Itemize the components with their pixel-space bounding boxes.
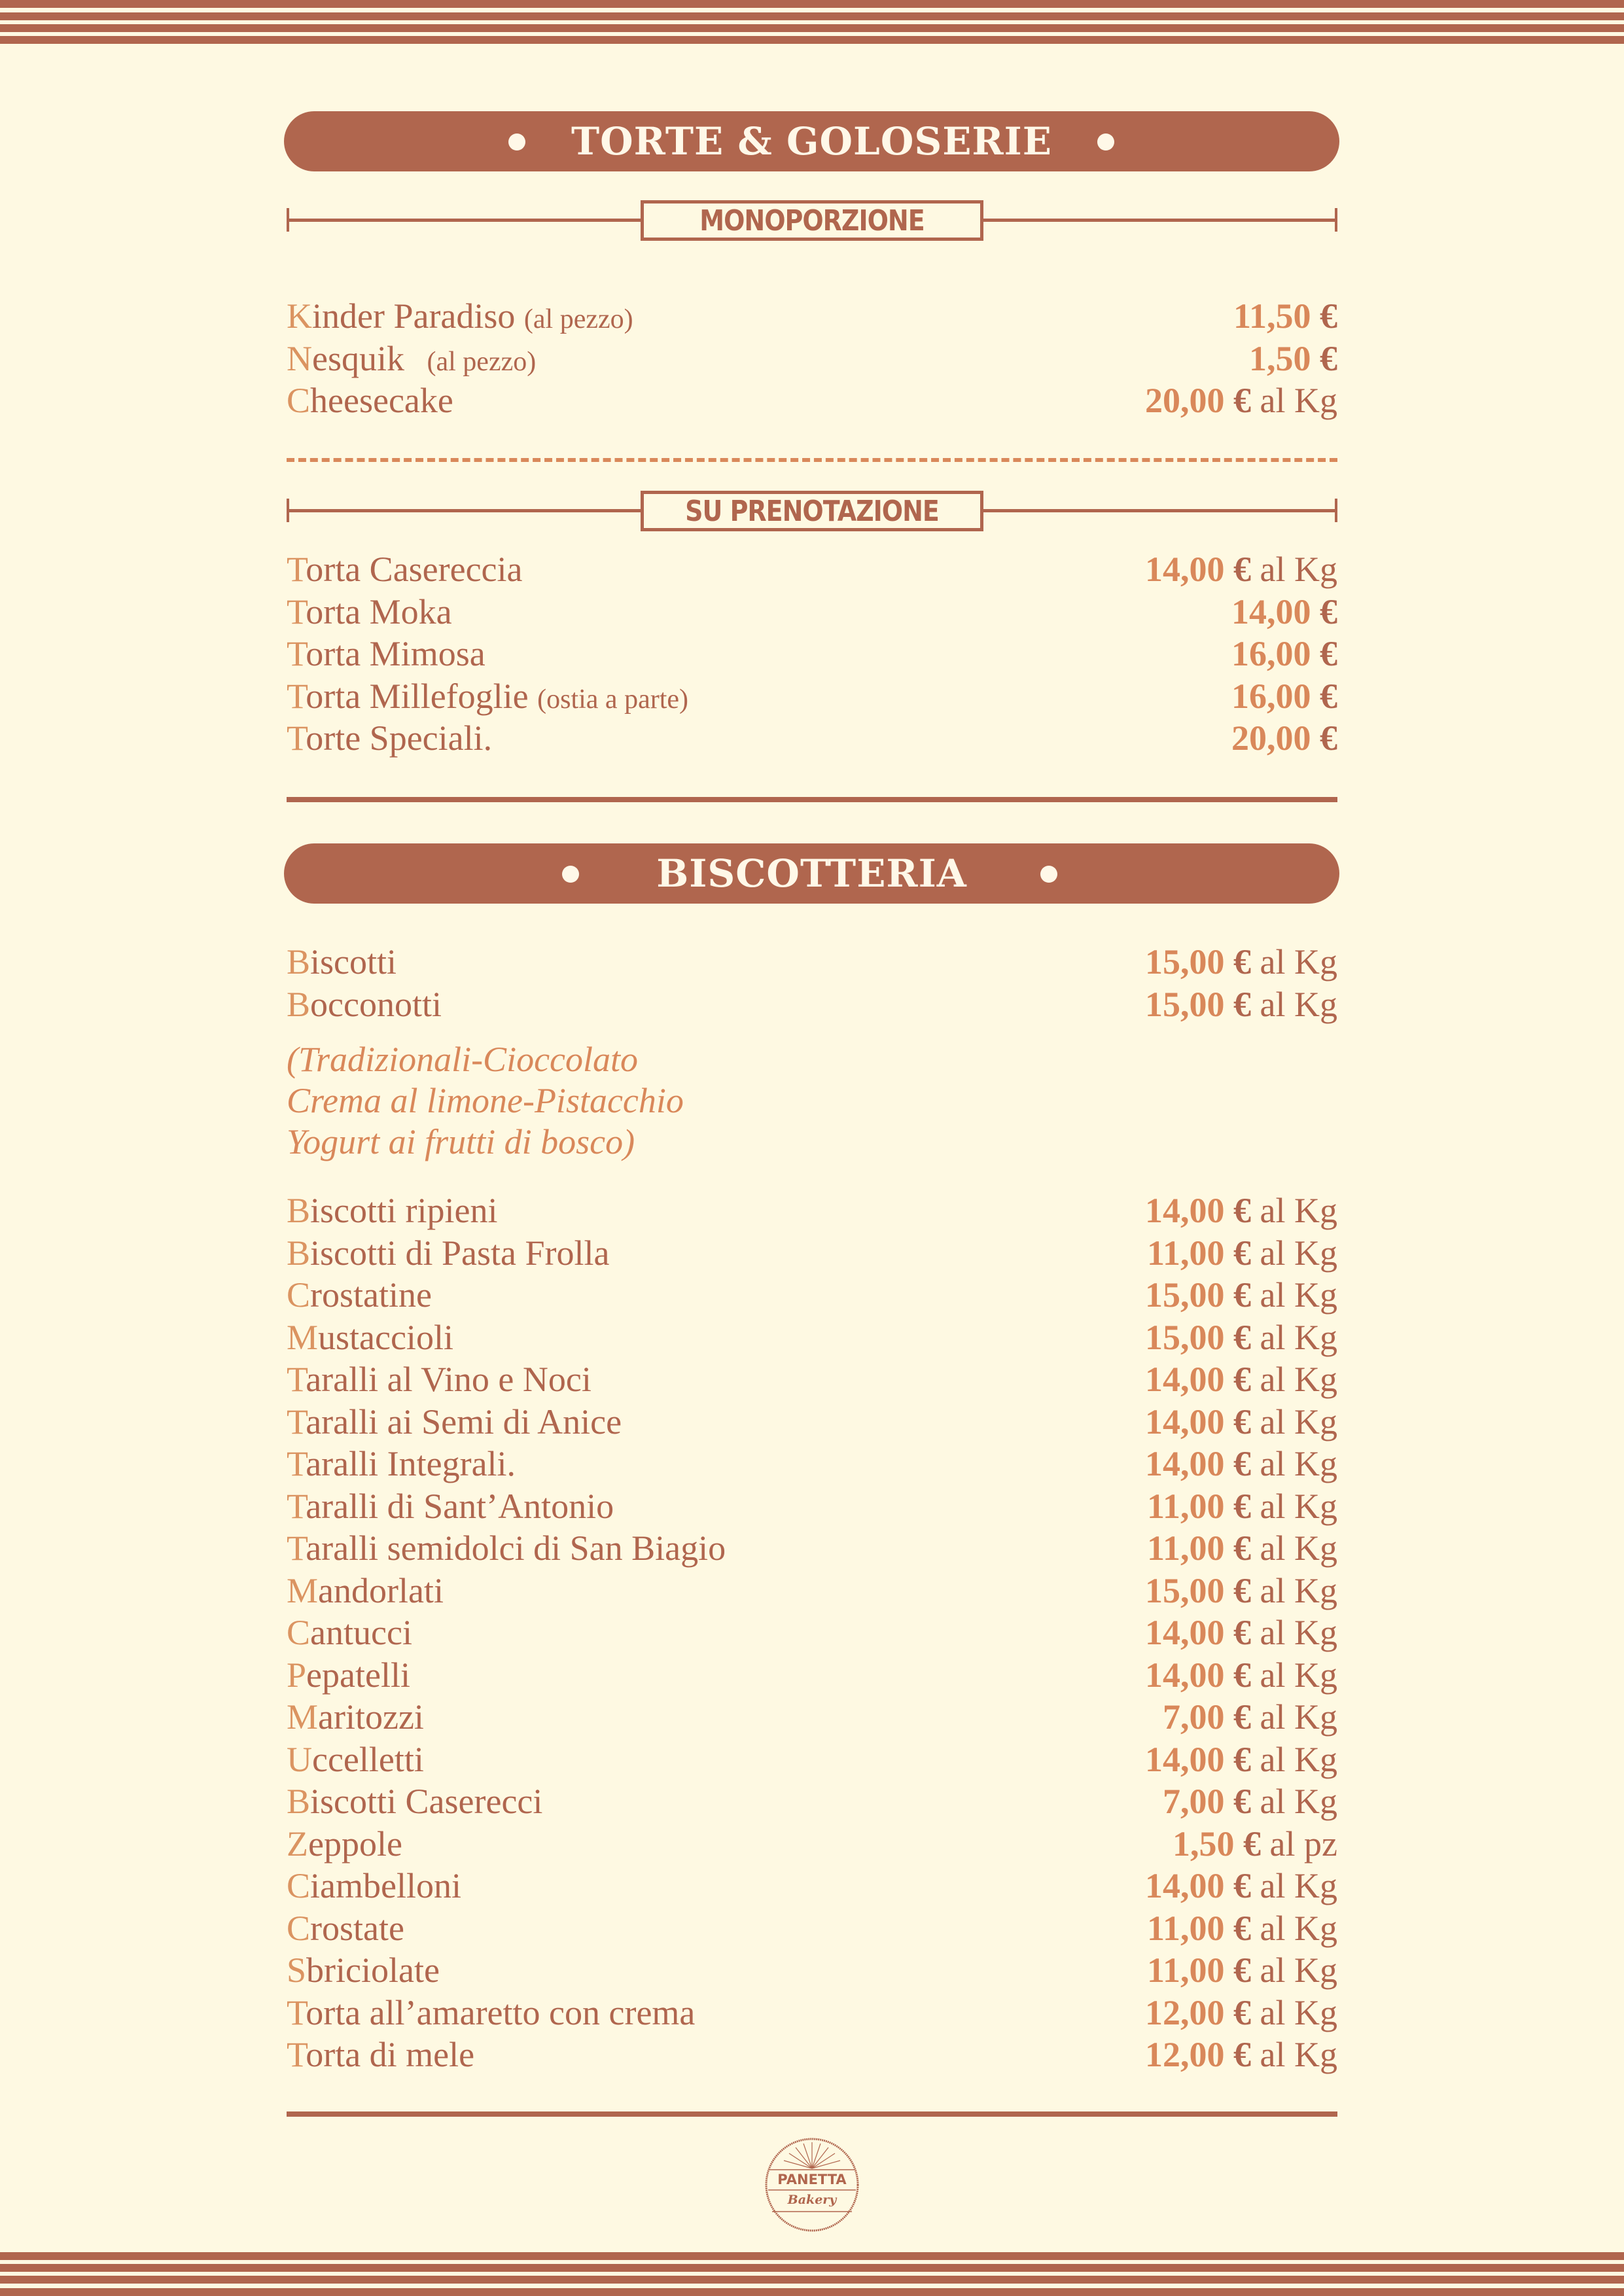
item-initial: C xyxy=(287,381,311,420)
currency-symbol: € xyxy=(1233,1486,1252,1526)
item-price xyxy=(1145,942,1337,982)
menu-item xyxy=(287,1232,1337,1274)
item-name xyxy=(287,1275,432,1315)
price-unit: al Kg xyxy=(1251,1444,1337,1483)
item-price xyxy=(1145,1359,1337,1400)
menu-item xyxy=(287,1570,1337,1612)
price-value: 20,00 xyxy=(1145,381,1225,420)
item-note: (al pezzo) xyxy=(523,304,633,334)
item-initial: T xyxy=(287,1486,306,1526)
item-name xyxy=(287,1950,440,1990)
price-value: 11,00 xyxy=(1147,1486,1225,1526)
menu-item xyxy=(287,295,1337,337)
currency-symbol: € xyxy=(1233,1613,1252,1652)
price-value: 12,00 xyxy=(1145,1992,1225,2032)
line-end xyxy=(287,208,289,232)
menu-item xyxy=(287,1274,1337,1316)
menu-item xyxy=(287,1654,1337,1696)
price-unit: al Kg xyxy=(1251,550,1337,589)
item-price xyxy=(1145,1655,1337,1695)
item-name-rest: orta Casereccia xyxy=(306,550,523,589)
item-price xyxy=(1231,676,1337,716)
price-unit: al Kg xyxy=(1251,1486,1337,1526)
stripe xyxy=(0,2264,1624,2272)
item-name xyxy=(287,296,633,336)
price-value: 1,50 xyxy=(1249,338,1311,378)
item-name-rest: esquik xyxy=(312,338,404,378)
price-unit: al Kg xyxy=(1251,1360,1337,1399)
item-initial: C xyxy=(287,1275,311,1315)
item-name-rest: rostatine xyxy=(310,1275,432,1315)
item-initial: T xyxy=(287,1528,306,1568)
item-name xyxy=(287,633,485,674)
dotted-divider xyxy=(287,458,1337,462)
currency-symbol: € xyxy=(1233,1444,1252,1483)
currency-symbol: € xyxy=(1233,1402,1252,1441)
item-name xyxy=(287,1190,497,1231)
item-name xyxy=(287,1528,726,1568)
item-name xyxy=(287,1402,622,1442)
item-name-rest: aralli ai Semi di Anice xyxy=(306,1402,622,1441)
menu-item xyxy=(287,548,1337,590)
currency-symbol: € xyxy=(1233,1697,1252,1737)
stripe xyxy=(0,12,1624,20)
item-price xyxy=(1147,1233,1337,1273)
item-initial: T xyxy=(287,676,306,716)
menu-item xyxy=(287,1780,1337,1822)
item-initial: C xyxy=(287,1613,311,1652)
item-initial: T xyxy=(287,592,306,631)
item-name-rest: antucci xyxy=(310,1613,412,1652)
item-name xyxy=(287,1992,695,2033)
item-note: (ostia a parte) xyxy=(537,684,689,715)
item-initial: T xyxy=(287,1444,306,1483)
item-name-rest: heesecake xyxy=(310,381,453,420)
item-name-rest: aralli di Sant’Antonio xyxy=(306,1486,614,1526)
currency-symbol: € xyxy=(1243,1824,1262,1863)
currency-symbol: € xyxy=(1233,1908,1252,1948)
price-unit: al Kg xyxy=(1251,2035,1337,2074)
item-initial: K xyxy=(287,296,312,336)
price-unit: al Kg xyxy=(1251,1528,1337,1568)
item-name xyxy=(287,1781,542,1822)
item-initial: N xyxy=(287,338,312,378)
item-name xyxy=(287,2034,474,2075)
item-price xyxy=(1145,1317,1337,1358)
item-price xyxy=(1147,1486,1337,1527)
price-value: 14,00 xyxy=(1145,1191,1225,1230)
section-divider xyxy=(287,797,1337,802)
item-name-rest: aralli semidolci di San Biagio xyxy=(306,1528,726,1568)
item-name xyxy=(287,592,452,632)
menu-item xyxy=(287,1316,1337,1358)
menu-item xyxy=(287,633,1337,675)
price-value: 7,00 xyxy=(1163,1697,1225,1737)
price-unit: al Kg xyxy=(1251,1782,1337,1821)
currency-symbol: € xyxy=(1233,1317,1252,1357)
item-name xyxy=(287,1359,591,1400)
price-value: 16,00 xyxy=(1231,676,1311,716)
item-name-rest: aralli Integrali. xyxy=(306,1444,516,1483)
item-price xyxy=(1145,1865,1337,1906)
item-name xyxy=(287,549,523,590)
price-unit: al Kg xyxy=(1251,1739,1337,1779)
currency-symbol: € xyxy=(1233,550,1252,589)
item-price xyxy=(1231,592,1337,632)
item-initial: T xyxy=(287,2035,306,2074)
price-unit: al pz xyxy=(1261,1824,1337,1863)
section-title: TORTE & GOLOSERIE xyxy=(571,119,1052,164)
item-price xyxy=(1231,633,1337,674)
menu-item xyxy=(287,338,1337,380)
price-value: 14,00 xyxy=(1145,1402,1225,1441)
menu-item xyxy=(287,1401,1337,1443)
item-price xyxy=(1145,1992,1337,2033)
currency-symbol: € xyxy=(1233,1528,1252,1568)
subheader-prenotazione xyxy=(287,491,1337,530)
currency-symbol: € xyxy=(1233,2035,1252,2074)
item-initial: T xyxy=(287,718,306,758)
item-name xyxy=(287,1908,404,1949)
item-initial: M xyxy=(287,1697,319,1737)
price-value: 11,00 xyxy=(1147,1233,1225,1273)
menu-item xyxy=(287,1358,1337,1400)
price-value: 14,00 xyxy=(1145,1613,1225,1652)
item-name xyxy=(287,1570,444,1611)
stripe xyxy=(0,2288,1624,2296)
price-unit: al Kg xyxy=(1251,1402,1337,1441)
svg-text:Bakery: Bakery xyxy=(787,2193,837,2207)
currency-symbol: € xyxy=(1320,296,1337,336)
price-value: 1,50 xyxy=(1173,1824,1235,1863)
currency-symbol: € xyxy=(1233,1275,1252,1315)
item-price xyxy=(1163,1697,1337,1737)
item-name xyxy=(287,1824,402,1864)
currency-symbol: € xyxy=(1320,676,1337,716)
price-unit: al Kg xyxy=(1251,1233,1337,1273)
item-price xyxy=(1145,1739,1337,1780)
menu-item xyxy=(287,1527,1337,1569)
item-initial: U xyxy=(287,1739,312,1779)
currency-symbol: € xyxy=(1233,1570,1252,1610)
line-end xyxy=(287,499,289,522)
item-price xyxy=(1231,718,1337,758)
item-price xyxy=(1145,1402,1337,1442)
item-name-rest: occonotti xyxy=(310,984,442,1024)
menu-item xyxy=(287,1485,1337,1527)
item-name-rest: eppole xyxy=(308,1824,402,1863)
menu-item xyxy=(287,591,1337,633)
line-end xyxy=(1335,208,1337,232)
price-unit: al Kg xyxy=(1251,1866,1337,1905)
subheader-monoporzione xyxy=(287,200,1337,239)
item-name xyxy=(287,380,453,421)
price-unit: al Kg xyxy=(1251,1275,1337,1315)
stripe xyxy=(0,2252,1624,2260)
item-name-rest: aritozzi xyxy=(318,1697,424,1737)
menu-item xyxy=(287,1992,1337,2034)
price-value: 14,00 xyxy=(1145,1444,1225,1483)
svg-text:PANETTA: PANETTA xyxy=(777,2172,847,2187)
item-initial: B xyxy=(287,1782,311,1821)
stripe xyxy=(0,0,1624,8)
item-initial: M xyxy=(287,1570,319,1610)
section-title: BISCOTTERIA xyxy=(656,851,967,896)
item-price xyxy=(1147,1528,1337,1568)
price-value: 15,00 xyxy=(1145,1570,1225,1610)
item-price xyxy=(1145,1443,1337,1484)
item-name-rest: briciolate xyxy=(306,1951,440,1990)
menu-item xyxy=(287,717,1337,759)
item-price xyxy=(1145,1570,1337,1611)
item-name-rest: rostate xyxy=(310,1908,404,1948)
item-initial: T xyxy=(287,1402,306,1441)
price-value: 14,00 xyxy=(1145,1360,1225,1399)
price-value: 11,00 xyxy=(1147,1951,1225,1990)
menu-item xyxy=(287,380,1337,421)
price-unit: al Kg xyxy=(1251,1570,1337,1610)
flavor-line: Crema al limone-Pistacchio xyxy=(287,1081,684,1120)
currency-symbol: € xyxy=(1233,1360,1252,1399)
price-value: 12,00 xyxy=(1145,2035,1225,2074)
currency-symbol: € xyxy=(1233,1191,1252,1230)
item-price xyxy=(1233,296,1337,336)
item-name-rest: ccelletti xyxy=(312,1739,424,1779)
item-price xyxy=(1147,1950,1337,1990)
item-name xyxy=(287,1865,461,1906)
item-name-rest: orta Millefoglie xyxy=(306,676,529,716)
item-initial: C xyxy=(287,1866,311,1905)
menu-item xyxy=(287,983,1337,1025)
currency-symbol: € xyxy=(1233,1739,1252,1779)
currency-symbol: € xyxy=(1233,1655,1252,1695)
item-initial: T xyxy=(287,1360,306,1399)
price-unit: al Kg xyxy=(1251,1613,1337,1652)
item-name-rest: andorlati xyxy=(318,1570,444,1610)
item-name-rest: orte Speciali. xyxy=(306,718,493,758)
item-name-rest: ustaccioli xyxy=(318,1317,453,1357)
currency-symbol: € xyxy=(1233,381,1252,420)
price-value: 15,00 xyxy=(1145,984,1225,1024)
item-name-rest: iscotti ripieni xyxy=(310,1191,498,1230)
subheader-box xyxy=(641,200,983,241)
item-name-rest: iscotti Caserecci xyxy=(310,1782,543,1821)
menu-item xyxy=(287,1823,1337,1865)
item-name xyxy=(287,1486,614,1527)
bullet-icon xyxy=(562,866,579,883)
item-name-rest: aralli al Vino e Noci xyxy=(306,1360,591,1399)
menu-item xyxy=(287,1696,1337,1738)
item-price xyxy=(1147,1908,1337,1949)
currency-symbol: € xyxy=(1320,634,1337,673)
item-name xyxy=(287,1233,610,1273)
item-name xyxy=(287,1443,516,1484)
bullet-icon xyxy=(1040,866,1057,883)
menu-item xyxy=(287,941,1337,983)
currency-symbol: € xyxy=(1233,984,1252,1024)
price-unit: al Kg xyxy=(1251,1655,1337,1695)
item-initial: B xyxy=(287,942,311,981)
currency-symbol: € xyxy=(1233,1233,1252,1273)
currency-symbol: € xyxy=(1233,1866,1252,1905)
item-price xyxy=(1173,1824,1337,1864)
menu-item xyxy=(287,1612,1337,1653)
item-name xyxy=(287,942,397,982)
price-unit: al Kg xyxy=(1251,1992,1337,2032)
section-header-biscotteria xyxy=(284,843,1339,904)
item-price xyxy=(1145,1275,1337,1315)
item-name-rest: orta Moka xyxy=(306,592,452,631)
item-name-rest: orta di mele xyxy=(306,2035,475,2074)
flavors-note xyxy=(287,1039,684,1163)
item-name xyxy=(287,676,688,716)
price-unit: al Kg xyxy=(1251,1317,1337,1357)
item-price xyxy=(1145,984,1337,1025)
panetta-bakery-logo xyxy=(764,2137,860,2233)
currency-symbol: € xyxy=(1233,1782,1252,1821)
item-initial: M xyxy=(287,1317,319,1357)
item-initial: P xyxy=(287,1655,307,1695)
price-value: 7,00 xyxy=(1163,1782,1225,1821)
currency-symbol: € xyxy=(1233,942,1252,981)
menu-item xyxy=(287,1949,1337,1991)
item-initial: Z xyxy=(287,1824,308,1863)
item-price xyxy=(1145,549,1337,590)
item-initial: C xyxy=(287,1908,311,1948)
menu-item xyxy=(287,1907,1337,1949)
price-value: 11,50 xyxy=(1233,296,1311,336)
section-header-torte xyxy=(284,111,1339,171)
price-value: 11,00 xyxy=(1147,1908,1225,1948)
price-unit: al Kg xyxy=(1251,1908,1337,1948)
item-initial: T xyxy=(287,1992,306,2032)
price-value: 14,00 xyxy=(1231,592,1311,631)
price-value: 16,00 xyxy=(1231,634,1311,673)
price-value: 15,00 xyxy=(1145,1275,1225,1315)
item-name xyxy=(287,984,442,1025)
menu-item xyxy=(287,1190,1337,1231)
subheader-label: SU PRENOTAZIONE xyxy=(685,494,939,528)
item-name xyxy=(287,718,492,758)
item-name-rest: epatelli xyxy=(306,1655,410,1695)
item-initial: T xyxy=(287,550,306,589)
item-name xyxy=(287,1612,412,1653)
menu-item xyxy=(287,1443,1337,1485)
subheader-box xyxy=(641,491,983,531)
item-price xyxy=(1163,1781,1337,1822)
item-initial: S xyxy=(287,1951,307,1990)
price-unit: al Kg xyxy=(1251,984,1337,1024)
menu-item xyxy=(287,675,1337,717)
price-unit: al Kg xyxy=(1251,381,1337,420)
line-end xyxy=(1335,499,1337,522)
price-unit: al Kg xyxy=(1251,1951,1337,1990)
item-price xyxy=(1145,2034,1337,2075)
item-initial: T xyxy=(287,634,306,673)
currency-symbol: € xyxy=(1320,592,1337,631)
item-name xyxy=(287,1697,424,1737)
price-unit: al Kg xyxy=(1251,942,1337,981)
item-name xyxy=(287,1739,424,1780)
item-name-rest: iscotti xyxy=(310,942,397,981)
price-value: 11,00 xyxy=(1147,1528,1225,1568)
flavor-line: Yogurt ai frutti di bosco) xyxy=(287,1122,635,1161)
bullet-icon xyxy=(508,133,525,150)
currency-symbol: € xyxy=(1233,1951,1252,1990)
item-name-rest: iambelloni xyxy=(310,1866,461,1905)
section-divider xyxy=(287,2111,1337,2117)
item-note: (al pezzo) xyxy=(413,346,537,377)
item-name-rest: inder Paradiso xyxy=(312,296,516,336)
item-price xyxy=(1249,338,1337,379)
currency-symbol: € xyxy=(1320,338,1337,378)
price-value: 15,00 xyxy=(1145,1317,1225,1357)
price-value: 14,00 xyxy=(1145,550,1225,589)
stripe xyxy=(0,2276,1624,2284)
item-initial: B xyxy=(287,1191,311,1230)
item-name xyxy=(287,338,536,379)
item-name xyxy=(287,1317,453,1358)
bullet-icon xyxy=(1097,133,1114,150)
price-unit: al Kg xyxy=(1251,1191,1337,1230)
price-unit: al Kg xyxy=(1251,1697,1337,1737)
item-price xyxy=(1145,1190,1337,1231)
price-value: 20,00 xyxy=(1231,718,1311,758)
menu-item xyxy=(287,1739,1337,1780)
menu-item xyxy=(287,2034,1337,2075)
flavor-line: (Tradizionali-Cioccolato xyxy=(287,1040,639,1079)
currency-symbol: € xyxy=(1233,1992,1252,2032)
price-value: 14,00 xyxy=(1145,1866,1225,1905)
currency-symbol: € xyxy=(1320,718,1337,758)
price-value: 14,00 xyxy=(1145,1739,1225,1779)
item-name-rest: orta all’amaretto con crema xyxy=(306,1992,696,2032)
stripe xyxy=(0,24,1624,32)
item-price xyxy=(1145,1612,1337,1653)
stripe xyxy=(0,36,1624,44)
price-value: 14,00 xyxy=(1145,1655,1225,1695)
item-name-rest: orta Mimosa xyxy=(306,634,485,673)
item-price xyxy=(1145,380,1337,421)
item-name xyxy=(287,1655,410,1695)
subheader-label: MONOPORZIONE xyxy=(699,203,925,238)
menu-item xyxy=(287,1865,1337,1907)
item-name-rest: iscotti di Pasta Frolla xyxy=(310,1233,610,1273)
item-initial: B xyxy=(287,1233,311,1273)
item-initial: B xyxy=(287,984,311,1024)
price-value: 15,00 xyxy=(1145,942,1225,981)
